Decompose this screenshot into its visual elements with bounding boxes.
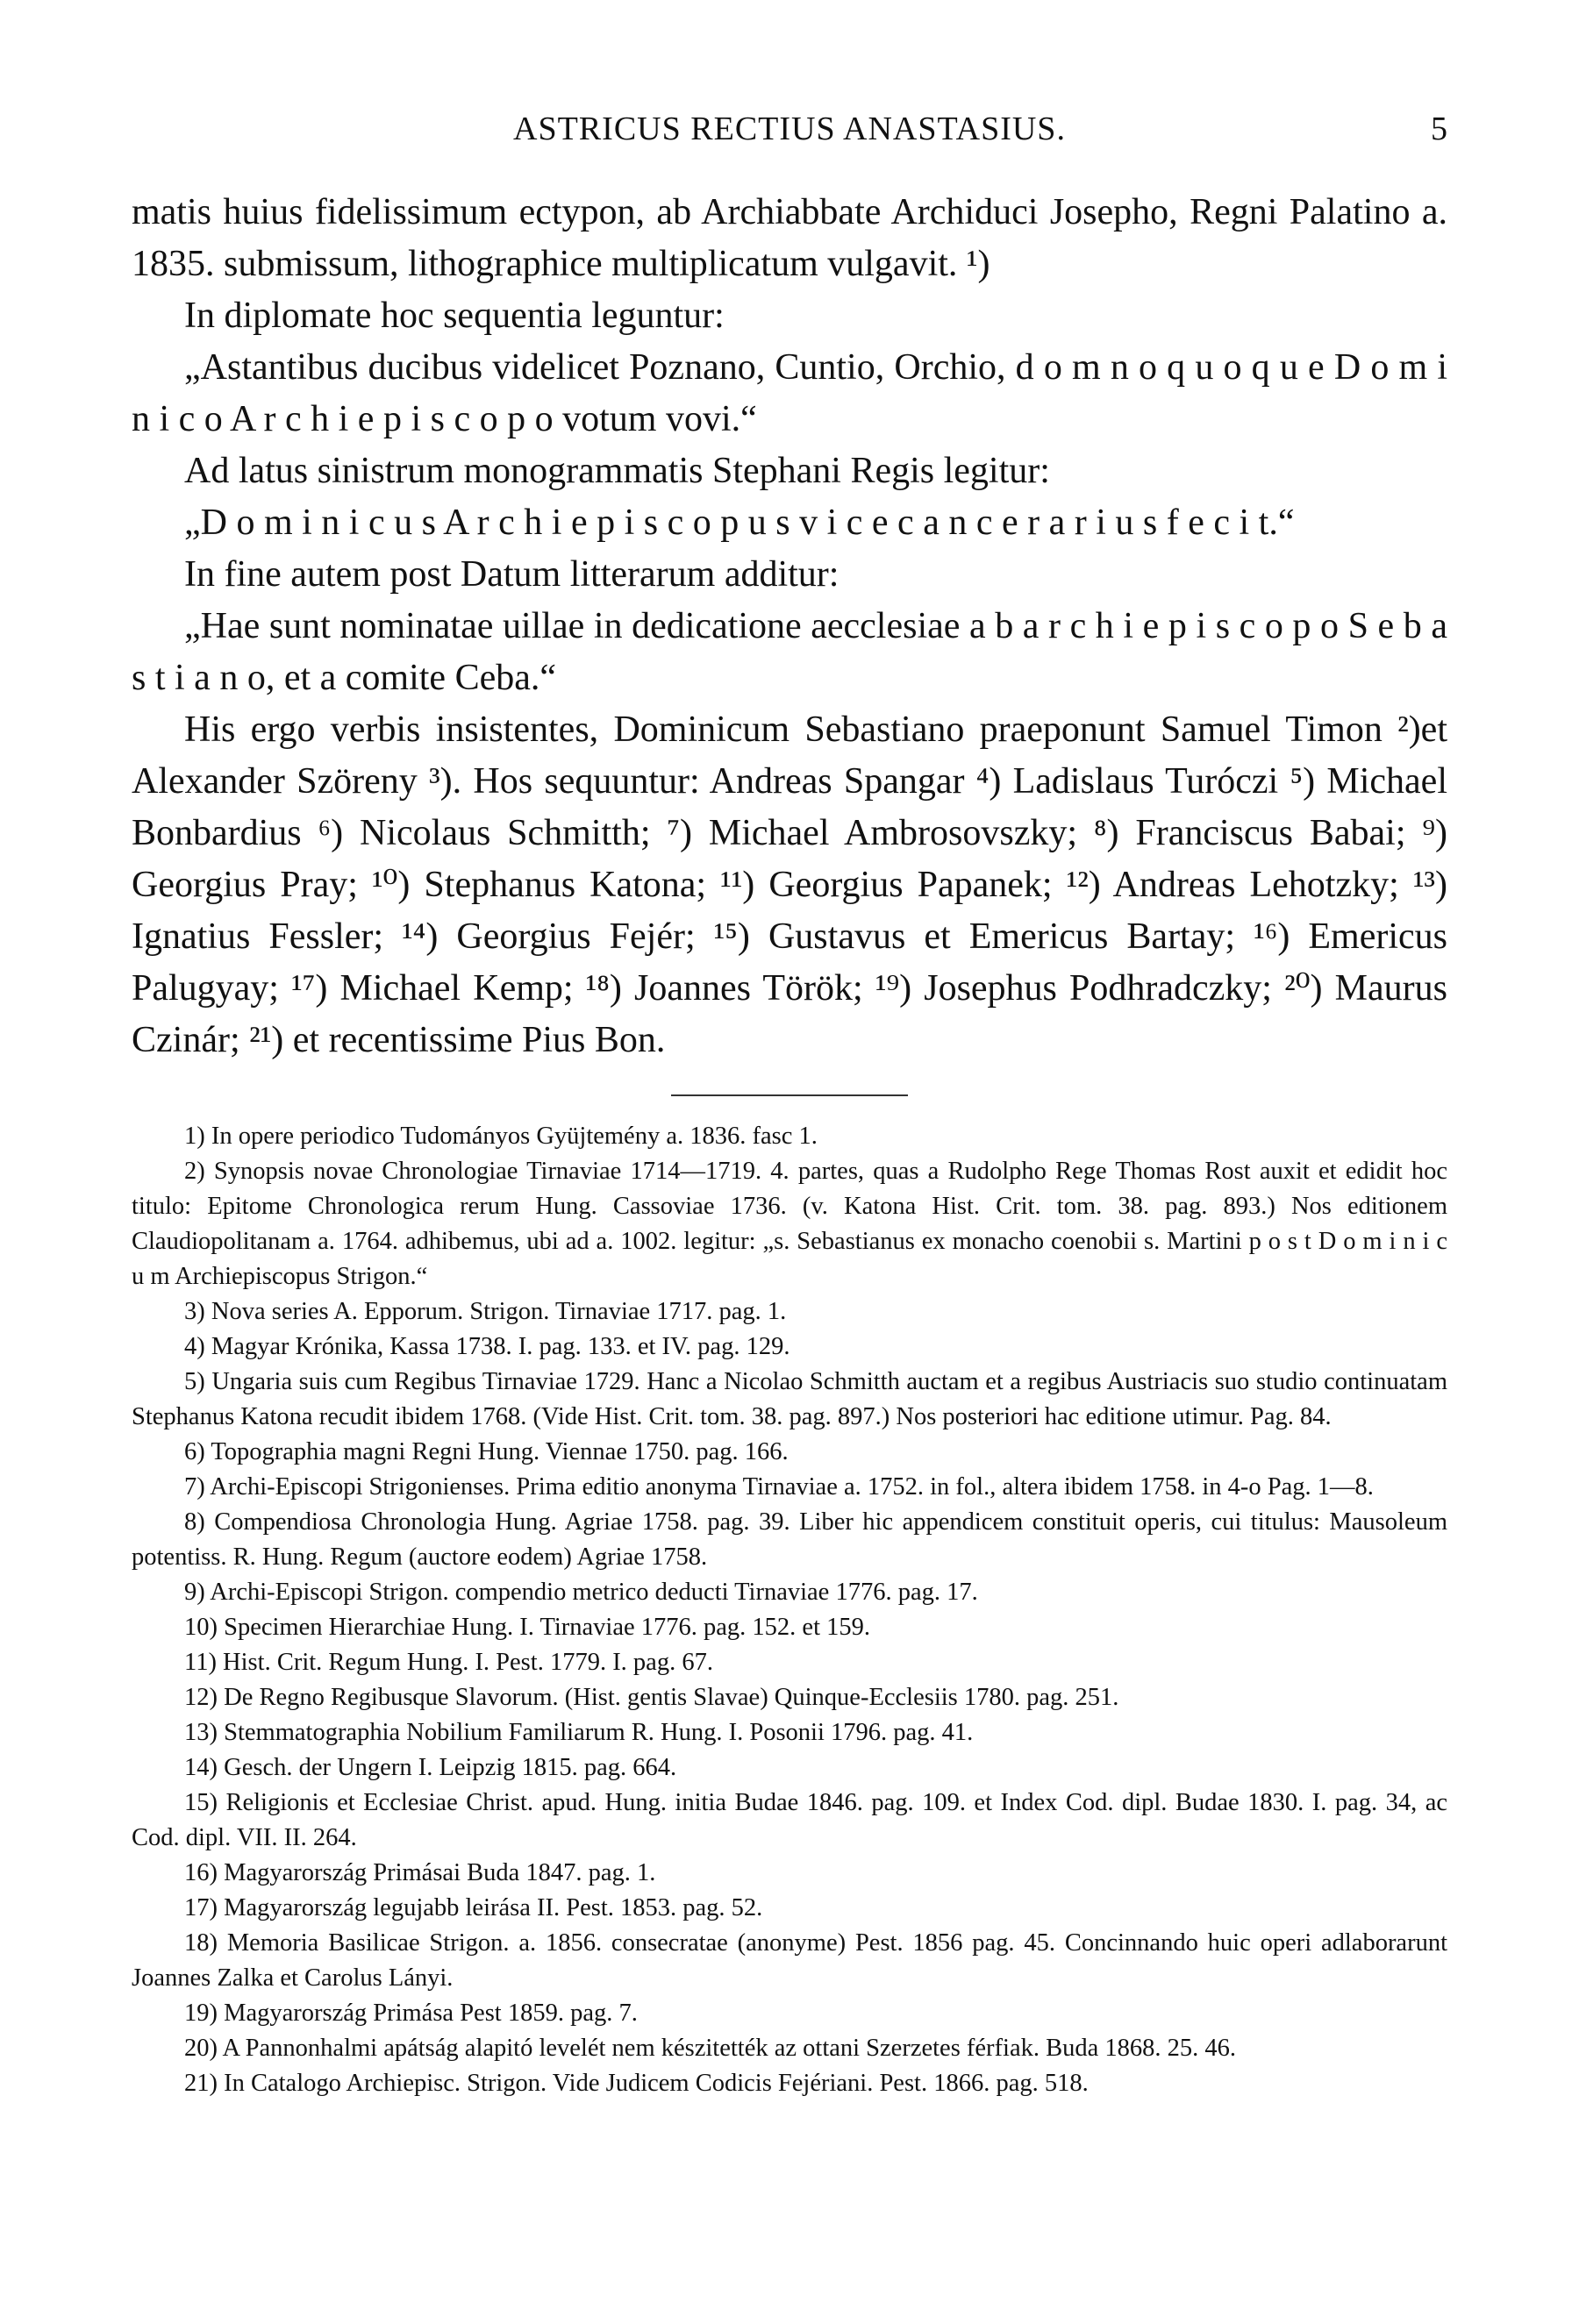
footnote: 3) Nova series A. Epporum. Strigon. Tirnaviae 1717. pag. 1.: [184, 1298, 787, 1325]
footnote: 2) Synopsis novae Chronologiae Tirnaviae 1714—1719. 4. partes, quas a Rudolpho Rege Thomas Rost auxit et edidit hoc titulo: Epitome Chronologica rerum Hung. Cassoviae 1736. (v. Katona Hist. Crit. tom. 38. pag. 893.) Nos editionem Claudiopolitanam a. 1764. adhibemus, ubi ad a. 1002. legitur: „s. Sebastianus ex monacho coenobii s. Martini p o s t D o m i n i c u m Archiepiscopus Strigon.“: [132, 1158, 1447, 1290]
quotation-2: „D o m i n i c u s A r c h i e p i s c o p u s v i c e c a n c e r a r i u s f e c i t.“: [184, 503, 1295, 543]
footnote: 4) Magyar Krónika, Kassa 1738. I. pag. 133. et IV. pag. 129.: [184, 1333, 790, 1360]
footnote: 15) Religionis et Ecclesiae Christ. apud. Hung. initia Budae 1846. pag. 109. et Index Cod. dipl. Budae 1830. I. pag. 34, ac Cod. dipl. VII. II. 264.: [132, 1789, 1447, 1851]
footnote: 16) Magyarország Primásai Buda 1847. pag. 1.: [184, 1859, 656, 1886]
paragraph-1: matis huius fidelissimum ectypon, ab Archiabbate Archiduci Josepho, Regni Palatino a. 1835. submissum, lithographice multiplicatum vulgavit. ¹): [132, 192, 1447, 284]
page-number: 5: [1431, 110, 1447, 147]
footnote: 21) In Catalogo Archiepisc. Strigon. Vide Judicem Codicis Fejériani. Pest. 1866. pag. 518.: [184, 2070, 1089, 2097]
footnote: 17) Magyarország legujabb leirása II. Pest. 1853. pag. 52.: [184, 1894, 763, 1921]
footnote: 20) A Pannonhalmi apátság alapitó levelét nem készitették az ottani Szerzetes férfiak. Buda 1868. 25. 46.: [184, 2035, 1237, 2062]
document-page: [132, 110, 1447, 2101]
paragraph-3: Ad latus sinistrum monogrammatis Stephani Regis legitur:: [184, 451, 1050, 491]
footnote: 9) Archi-Episcopi Strigon. compendio metrico deducti Tirnaviae 1776. pag. 17.: [184, 1579, 978, 1606]
page-header: [132, 110, 1447, 162]
paragraph-4: In fine autem post Datum litterarum additur:: [184, 554, 840, 595]
footnote: 7) Archi-Episcopi Strigonienses. Prima editio anonyma Tirnaviae a. 1752. in fol., altera ibidem 1758. in 4-o Pag. 1—8.: [184, 1473, 1374, 1501]
footnote: 5) Ungaria suis cum Regibus Tirnaviae 1729. Hanc a Nicolao Schmitth auctam et a regibus Austriacis suo studio continuatam Stephanus Katona recudit ibidem 1768. (Vide Hist. Crit. tom. 38. pag. 897.) Nos posteriori hac editione utimur. Pag. 84.: [132, 1368, 1447, 1430]
running-title: ASTRICUS RECTIUS ANASTASIUS.: [513, 110, 1066, 147]
quotation-3: „Hae sunt nominatae uillae in dedicatione aecclesiae a b a r c h i e p i s c o p o S e b a s t i a n o, et a comite Ceba.“: [132, 606, 1447, 698]
footnote: 11) Hist. Crit. Regum Hung. I. Pest. 1779. I. pag. 67.: [184, 1649, 713, 1676]
footnote-divider: [671, 1094, 908, 1096]
footnote: 6) Topographia magni Regni Hung. Viennae 1750. pag. 166.: [184, 1438, 789, 1465]
footnote: 13) Stemmatographia Nobilium Familiarum R. Hung. I. Posonii 1796. pag. 41.: [184, 1719, 974, 1746]
footnote: 10) Specimen Hierarchiae Hung. I. Tirnaviae 1776. pag. 152. et 159.: [184, 1614, 870, 1641]
footnotes: [132, 1119, 1447, 2101]
main-text: [132, 187, 1447, 1066]
footnote: 18) Memoria Basilicae Strigon. a. 1856. consecratae (anonyme) Pest. 1856 pag. 45. Concinnando huic operi adlaborarunt Joannes Zalka et Carolus Lányi.: [132, 1929, 1447, 1992]
quotation-1: „Astantibus ducibus videlicet Poznano, Cuntio, Orchio, d o m n o q u o q u e D o m i n i c o A r c h i e p i s c o p o votum vovi.“: [132, 347, 1447, 439]
paragraph-5: His ergo verbis insistentes, Dominicum Sebastiano praeponunt Samuel Timon ²)et Alexander Szöreny ³). Hos sequuntur: Andreas Spangar ⁴) Ladislaus Turóczi ⁵) Michael Bonbardius ⁶) Nicolaus Schmitth; ⁷) Michael Ambrosovszky; ⁸) Franciscus Babai; ⁹) Georgius Pray; ¹⁰) Stephanus Katona; ¹¹) Georgius Papanek; ¹²) Andreas Lehotzky; ¹³) Ignatius Fessler; ¹⁴) Georgius Fejér; ¹⁵) Gustavus et Emericus Bartay; ¹⁶) Emericus Palugyay; ¹⁷) Michael Kemp; ¹⁸) Joannes Török; ¹⁹) Josephus Podhradczky; ²⁰) Maurus Czinár; ²¹) et recentissime Pius Bon.: [132, 709, 1447, 1060]
footnote: 14) Gesch. der Ungern I. Leipzig 1815. pag. 664.: [184, 1754, 677, 1781]
paragraph-2: In diplomate hoc sequentia leguntur:: [184, 296, 725, 336]
footnote: 1) In opere periodico Tudományos Gyüjtemény a. 1836. fasc 1.: [184, 1123, 818, 1150]
footnote: 8) Compendiosa Chronologia Hung. Agriae 1758. pag. 39. Liber hic appendicem constituit operis, cui titulus: Mausoleum potentiss. R. Hung. Regum (auctore eodem) Agriae 1758.: [132, 1508, 1447, 1571]
footnote: 12) De Regno Regibusque Slavorum. (Hist. gentis Slavae) Quinque-Ecclesiis 1780. pag. 251.: [184, 1684, 1119, 1711]
footnote: 19) Magyarország Primása Pest 1859. pag. 7.: [184, 2000, 638, 2027]
